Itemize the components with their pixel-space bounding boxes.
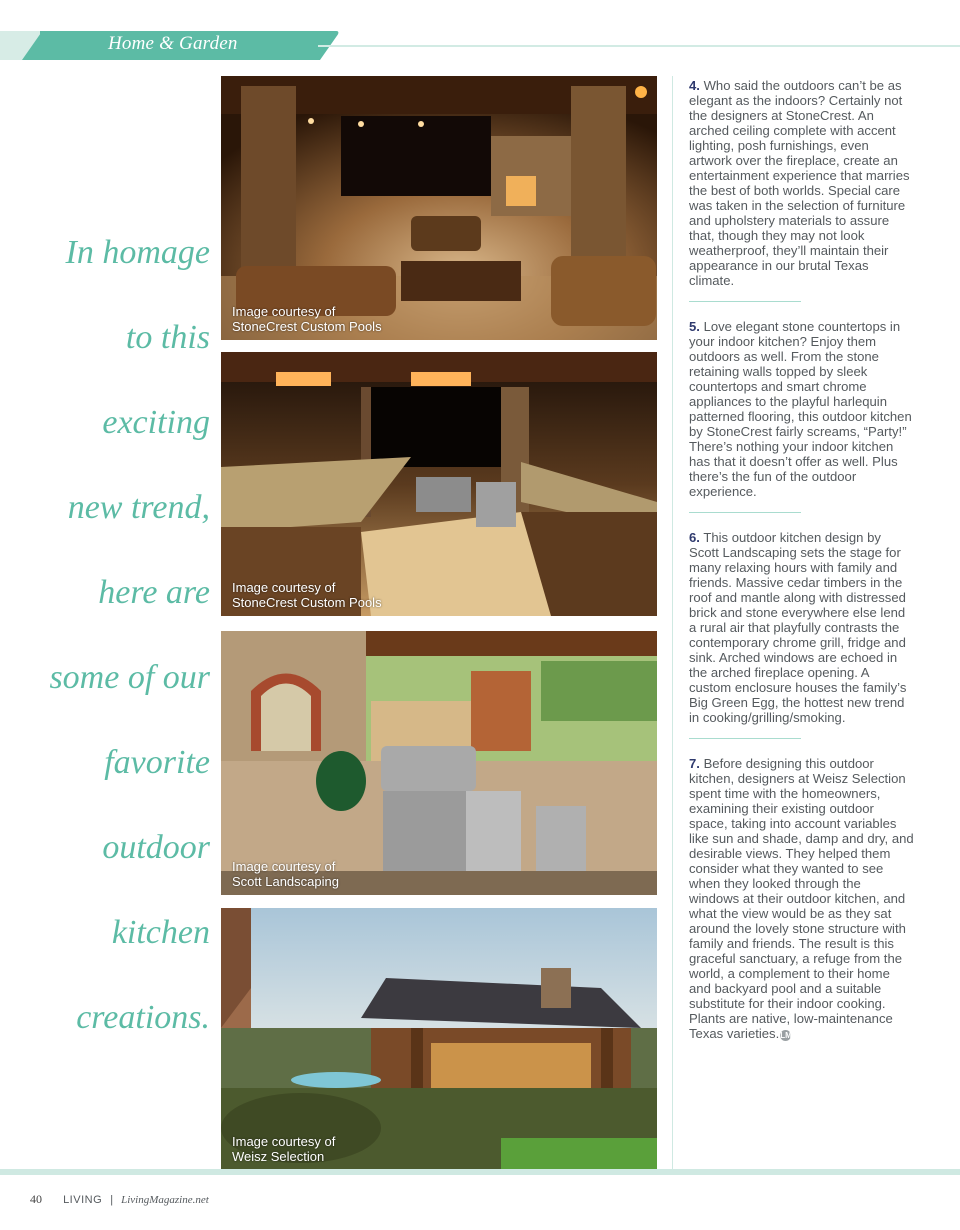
pull-quote-line: outdoor xyxy=(102,829,210,866)
pull-quote-line: creations. xyxy=(76,999,210,1036)
photo-patio-lounge xyxy=(221,76,657,340)
item-separator xyxy=(689,512,801,513)
caption-line: Image courtesy of xyxy=(232,580,336,595)
website-link[interactable]: LivingMagazine.net xyxy=(121,1194,209,1206)
section-title: Home & Garden xyxy=(108,33,238,54)
item-paragraph xyxy=(689,78,914,288)
caption-line: StoneCrest Custom Pools xyxy=(232,595,382,610)
pull-quote-line: exciting xyxy=(102,404,210,441)
caption-line: Weisz Selection xyxy=(232,1149,325,1164)
caption-line: Image courtesy of xyxy=(232,1134,336,1149)
item-text: Before designing this outdoor kitchen, designers at Weisz Selection spent time with the homeowners, examining their existing outdoor space, taking into account variables like sun and shade, damp and dry, and desirable views. They helped them consider what they wanted to see when they looked through the windows at their outdoor kitchen, and what the view would be as they sat around the lovely stone structure with family and friends. The result is this graceful sanctuary, a refuge from the world, a complement to their home and backyard pool and a suitable substitute for their indoor cooking. Plants are native, low-maintenance Texas varieties. xyxy=(689,756,914,1041)
item-separator xyxy=(689,738,801,739)
page-number: 40 xyxy=(30,1192,42,1206)
item-text: Who said the outdoors can’t be as elegant as the indoors? Certainly not the designers at StoneCrest. An arched ceiling complete with accent lighting, posh furnishings, even artwork over the fireplace, create an entertainment experience that marries the best of both worlds. Special care was taken in the selection of furniture and upholstery materials to assure that, though they may not look weatherproof, they’ll maintain their appearance in our brutal Texas climate. xyxy=(689,78,910,288)
footer-rule xyxy=(0,1169,960,1175)
column-divider xyxy=(672,76,673,1170)
item-text: This outdoor kitchen design by Scott Landscaping sets the stage for many relaxing hours with family and friends. Massive cedar timbers in the roof and mantle along with distressed brick and stone everywhere else lend a rural air that playfully contrasts the contemporary chrome grill, fridge and sink. Arched windows are echoed in the arched fireplace opening. A custom enclosure houses the family’s Big Green Egg, the hottest new trend in cooking/grilling/smoking. xyxy=(689,530,907,725)
footer-separator: | xyxy=(110,1194,114,1206)
pull-quote-line: to this xyxy=(125,319,210,356)
item-number: 4. xyxy=(689,78,700,93)
photo-caption xyxy=(232,304,382,334)
caption-line: Image courtesy of xyxy=(232,304,336,319)
item-number: 7. xyxy=(689,756,700,771)
caption-line: StoneCrest Custom Pools xyxy=(232,319,382,334)
item-number: 5. xyxy=(689,319,700,334)
pull-quote xyxy=(10,210,210,1060)
photo-caption xyxy=(232,859,339,889)
photo-stone-countertop-kitchen xyxy=(221,352,657,616)
pull-quote-line: here are xyxy=(98,574,210,611)
article-body xyxy=(689,78,914,1041)
magazine-name: LIVING xyxy=(63,1194,103,1206)
header-rule xyxy=(318,45,960,47)
pull-quote-line: In homage xyxy=(65,234,210,271)
photo-brick-grill-kitchen xyxy=(221,631,657,895)
photo-backyard-pavilion xyxy=(221,908,657,1170)
caption-line: Scott Landscaping xyxy=(232,874,339,889)
caption-line: Image courtesy of xyxy=(232,859,336,874)
item-paragraph xyxy=(689,530,914,725)
item-paragraph xyxy=(689,319,914,499)
pull-quote-line: new trend, xyxy=(67,489,210,526)
page-footer xyxy=(30,1192,209,1207)
end-mark-icon: LM xyxy=(780,1031,792,1040)
item-text: Love elegant stone countertops in your indoor kitchen? Enjoy them outdoors as well. From the stone retaining walls topped by sleek countertops and smart chrome appliances to the playful harlequin patterned flooring, this outdoor kitchen by StoneCrest fairly screams, “Party!” There’s nothing your indoor kitchen has that it doesn’t offer as well. Plus there’s the fun of the outdoor experience. xyxy=(689,319,912,499)
photo-caption xyxy=(232,1134,335,1164)
pull-quote-line: favorite xyxy=(104,744,210,781)
item-separator xyxy=(689,301,801,302)
pull-quote-line: some of our xyxy=(49,659,210,696)
pull-quote-line: kitchen xyxy=(111,914,210,951)
item-number: 6. xyxy=(689,530,700,545)
photo-caption xyxy=(232,580,382,610)
item-paragraph xyxy=(689,756,914,1041)
